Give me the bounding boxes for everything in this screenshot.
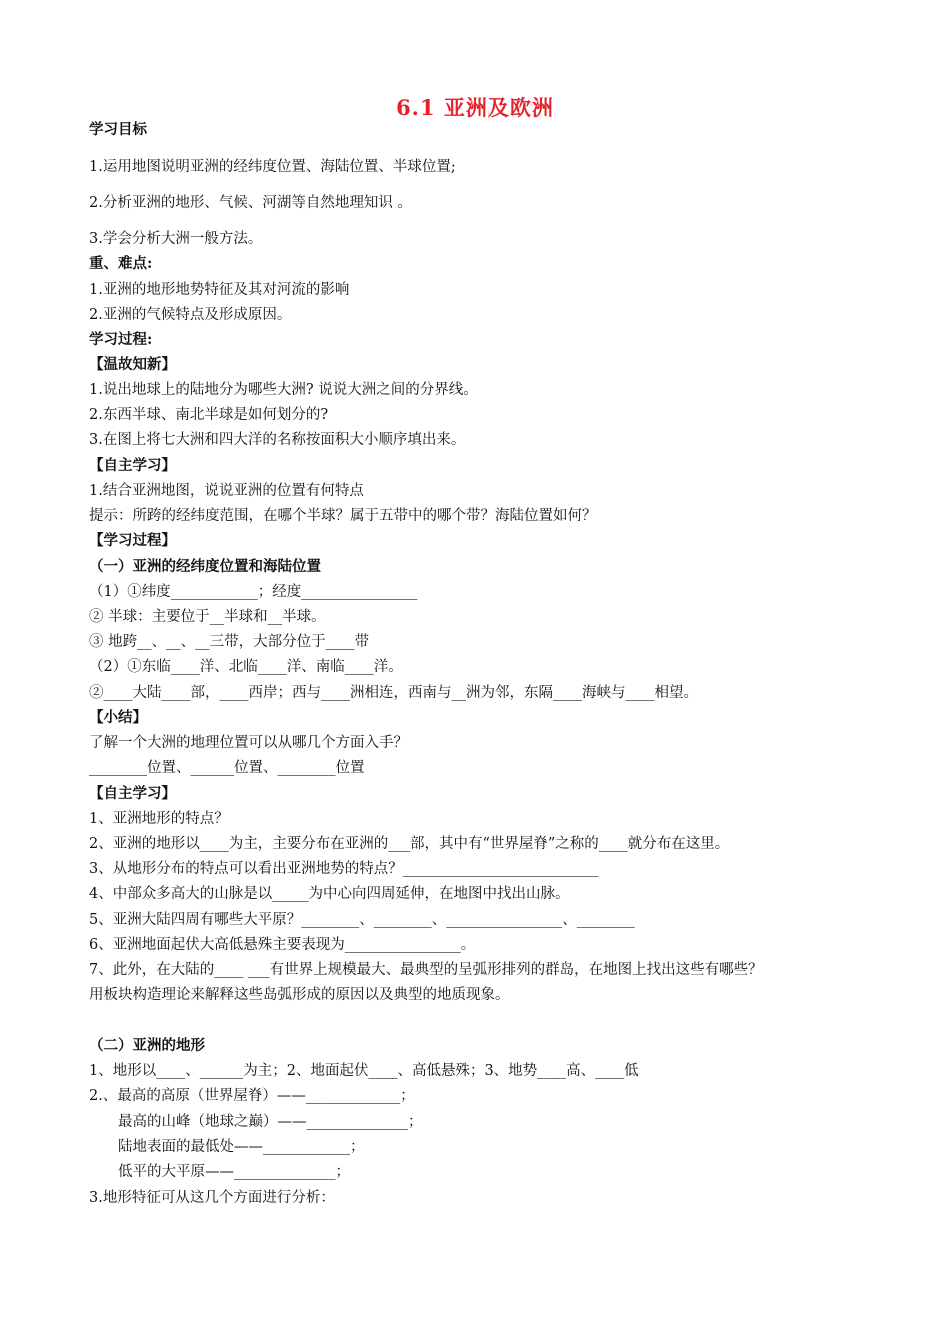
review-3: 3.在图上将七大洲和四大洋的名称按面积大小顺序填出来。	[89, 432, 466, 448]
key-point-2: 2.亚洲的气候特点及形成原因。	[89, 307, 292, 323]
terrain-summary-1: 1、地形以____、______为主；2、地面起伏____、高低悬殊；3、地势____高、____低	[89, 1063, 639, 1079]
position-zones: ③ 地跨__、__、__三带，大部分位于____带	[89, 634, 370, 650]
review-1: 1.说出地球上的陆地分为哪些大洲? 说说大洲之间的分界线。	[89, 382, 478, 398]
terrain-highest-peak: 最高的山峰（地球之巅）——______________；	[118, 1114, 423, 1130]
terrain-analysis: 3.地形特征可从这几个方面进行分析：	[89, 1190, 335, 1206]
document-title: 6.1 亚洲及欧洲	[396, 95, 554, 120]
summary-question: 了解一个大洲的地理位置可以从哪几个方面入手？	[89, 735, 408, 751]
terrain-q7-cont: 用板块构造理论来解释这些岛弧形成的原因以及典型的地质现象。	[89, 987, 510, 1003]
objective-3: 3.学会分析大洲一般方法。	[89, 231, 263, 247]
sea-land-oceans: （2）①东临____洋、北临____洋、南临____洋。	[89, 659, 403, 675]
terrain-lowest-point: 陆地表面的最低处——____________；	[118, 1139, 365, 1155]
section-2-title: （二）亚洲的地形	[89, 1037, 205, 1054]
terrain-plain: 低平的大平原——______________；	[118, 1164, 350, 1180]
objective-1: 1.运用地图说明亚洲的经纬度位置、海陆位置、半球位置;	[89, 159, 456, 175]
terrain-q1: 1、亚洲地形的特点？	[89, 811, 229, 827]
review-2: 2.东西半球、南北半球是如何划分的?	[89, 407, 329, 423]
heading-learning-process: 【学习过程】	[89, 532, 176, 549]
position-hemisphere: ② 半球：主要位于__半球和__半球。	[89, 609, 326, 625]
key-point-1: 1.亚洲的地形地势特征及其对河流的影响	[89, 282, 350, 298]
terrain-summary-2: 2.、最高的高原（世界屋脊）——_____________；	[89, 1088, 415, 1104]
heading-self-study-2: 【自主学习】	[89, 785, 176, 802]
position-latlon: （1）①纬度____________；经度________________	[89, 584, 418, 600]
heading-self-study-1: 【自主学习】	[89, 457, 176, 474]
sea-land-neighbors: ②____大陆____部，____西岸；西与____洲相连，西南与__洲为邻，东隔____海峡与____相望。	[89, 685, 698, 701]
heading-summary: 【小结】	[89, 709, 147, 726]
terrain-q6: 6、亚洲地面起伏大高低悬殊主要表现为________________。	[89, 937, 476, 953]
heading-review: 【温故知新】	[89, 356, 176, 373]
heading-process: 学习过程:	[89, 331, 153, 348]
terrain-q3: 3、从地形分布的特点可以看出亚洲地势的特点？___________________________	[89, 861, 599, 877]
terrain-q4: 4、中部众多高大的山脉是以_____为中心向四周延伸，在地图中找出山脉。	[89, 886, 570, 902]
terrain-q2: 2、亚洲的地形以____为主，主要分布在亚洲的___部，其中有“世界屋脊”之称的____就分布在这里。	[89, 836, 730, 852]
objective-2: 2.分析亚洲的地形、气候、河湖等自然地理知识 。	[89, 195, 412, 211]
heading-key-points: 重、难点:	[89, 255, 153, 272]
terrain-q7: 7、此外，在大陆的____ ___有世界上规模最大、最典型的呈弧形排列的群岛，在地图上找出这些有哪些？	[89, 962, 763, 978]
section-1-title: （一）亚洲的经纬度位置和海陆位置	[89, 558, 321, 575]
hint: 提示：所跨的经纬度范围，在哪个半球？属于五带中的哪个带？海陆位置如何？	[89, 508, 597, 524]
summary-answer: ________位置、______位置、________位置	[89, 760, 365, 776]
self-study-1: 1.结合亚洲地图，说说亚洲的位置有何特点	[89, 483, 364, 499]
terrain-q5: 5、亚洲大陆四周有哪些大平原？________、________、________________、________	[89, 912, 635, 928]
heading-objectives: 学习目标	[89, 121, 147, 138]
